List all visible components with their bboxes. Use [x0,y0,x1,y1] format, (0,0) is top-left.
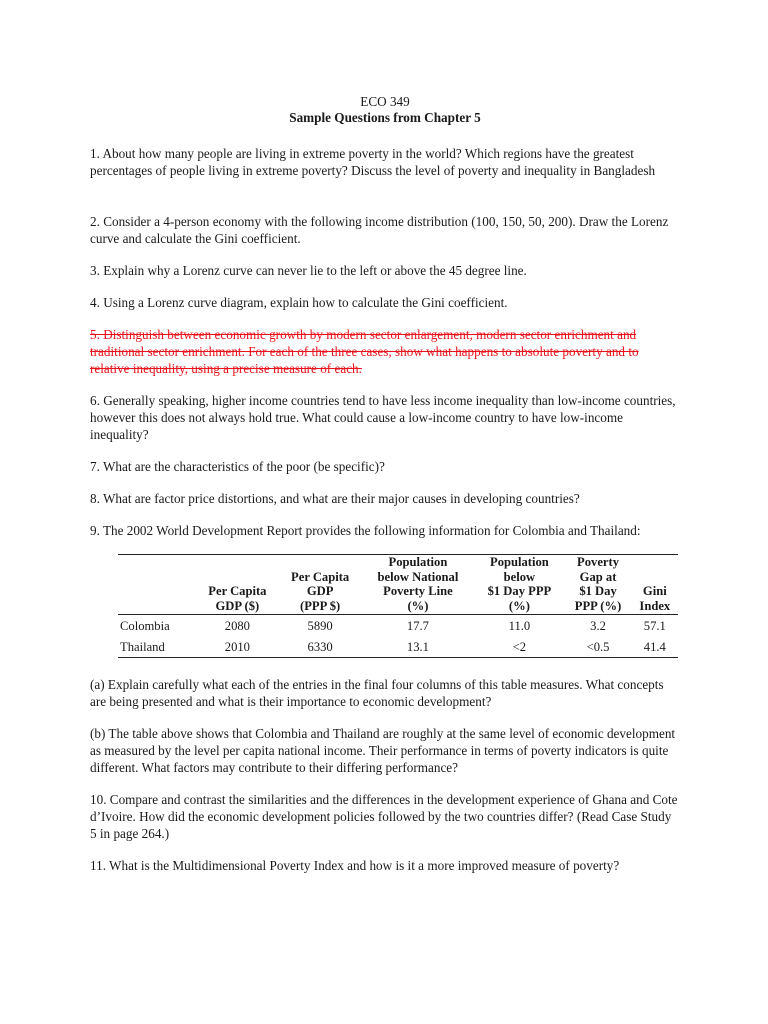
question-6: 6. Generally speaking, higher income countries tend to have less income inequality than low-income countries, however this does not always hold true. What could cause a low-income country to have low-income inequality? [90,393,676,442]
question-4: 4. Using a Lorenz curve diagram, explain how to calculate the Gini coefficient. [90,295,508,310]
header-line: (%) [407,598,429,613]
question-8: 8. What are factor price distortions, and what are their major causes in developing countries? [90,491,580,506]
table-header-row [118,555,678,615]
header-line: below [503,569,536,584]
course-code: ECO 349 [360,94,410,109]
header-line: Gap at [579,569,617,584]
header-gini-index [632,555,678,615]
cell-gini: 57.1 [632,615,678,637]
question-11: 11. What is the Multidimensional Poverty Index and how is it a more improved measure of poverty? [90,858,620,873]
header-line: Per Capita [208,584,267,598]
header-line: Population [490,555,549,569]
cell-gdp: 2010 [196,636,279,658]
cell-national: 13.1 [362,636,475,658]
cell-country: Thailand [118,636,196,658]
header-per-capita-gdp [196,555,279,615]
poverty-data-table [118,554,678,658]
header-line: Per Capita [291,569,350,584]
cell-national: 17.7 [362,615,475,637]
cell-dollar-day: 11.0 [474,615,564,637]
header-line: PPP (%) [574,598,622,613]
header-line: $1 Day PPP [487,584,552,598]
header-line: below National [377,569,459,584]
page-title: Sample Questions from Chapter 5 [289,110,481,125]
question-10: 10. Compare and contrast the similarities and the differences in the development experience of Ghana and Cote d’Ivoire. How did the economic development policies followed by the two countries differ? (Read Case Study 5 in page 264.) [90,792,678,841]
question-1: 1. About how many people are living in extreme poverty in the world? Which regions have the greatest percentages of people living in extreme poverty? Discuss the level of poverty and inequality in Bangladesh [90,146,656,178]
cell-country: Colombia [118,615,196,637]
header-poverty-gap [564,555,631,615]
question-5-struck: 5. Distinguish between economic growth by modern sector enlargement, modern sector enrichment and traditional sector enrichment. For each of the three cases, show what happens to absolute poverty and to relative inequality, using a precise measure of each. [90,327,639,376]
header-line: Population [388,555,448,569]
question-9: 9. The 2002 World Development Report provides the following information for Colombia and Thailand: [90,523,641,538]
header-line: GDP [306,584,334,598]
cell-gap: <0.5 [564,636,631,658]
question-2: 2. Consider a 4-person economy with the following income distribution (100, 150, 50, 200). Draw the Lorenz curve and calculate the Gini coefficient. [90,214,669,246]
cell-gini: 41.4 [632,636,678,658]
question-3: 3. Explain why a Lorenz curve can never lie to the left or above the 45 degree line. [90,263,527,278]
header-line: $1 Day [579,584,617,598]
header-country [118,555,196,615]
header-line: (%) [508,598,530,613]
header-line: Poverty Line [383,584,453,598]
table-row [118,636,678,658]
table-row [118,615,678,637]
cell-dollar-day: <2 [474,636,564,658]
header-national-poverty [362,555,475,615]
header-dollar-day-poverty [474,555,564,615]
cell-gdp: 2080 [196,615,279,637]
cell-gdp-ppp: 6330 [279,636,362,658]
header-line: Gini [642,584,667,598]
header-line: Poverty [577,555,620,569]
question-7: 7. What are the characteristics of the poor (be specific)? [90,459,385,474]
header-line: GDP ($) [215,598,260,613]
header-line: Index [639,598,671,613]
header-line: (PPP $) [300,598,341,613]
header-per-capita-gdp-ppp [279,555,362,615]
cell-gdp-ppp: 5890 [279,615,362,637]
cell-gap: 3.2 [564,615,631,637]
question-9a: (a) Explain carefully what each of the entries in the final four columns of this table measures. What concepts are being presented and what is their importance to economic development? [90,677,664,709]
question-9b: (b) The table above shows that Colombia and Thailand are roughly at the same level of economic development as measured by the level per capita national income. Their performance in terms of poverty indicators is quite different. What factors may contribute to their differing performance? [90,726,676,775]
